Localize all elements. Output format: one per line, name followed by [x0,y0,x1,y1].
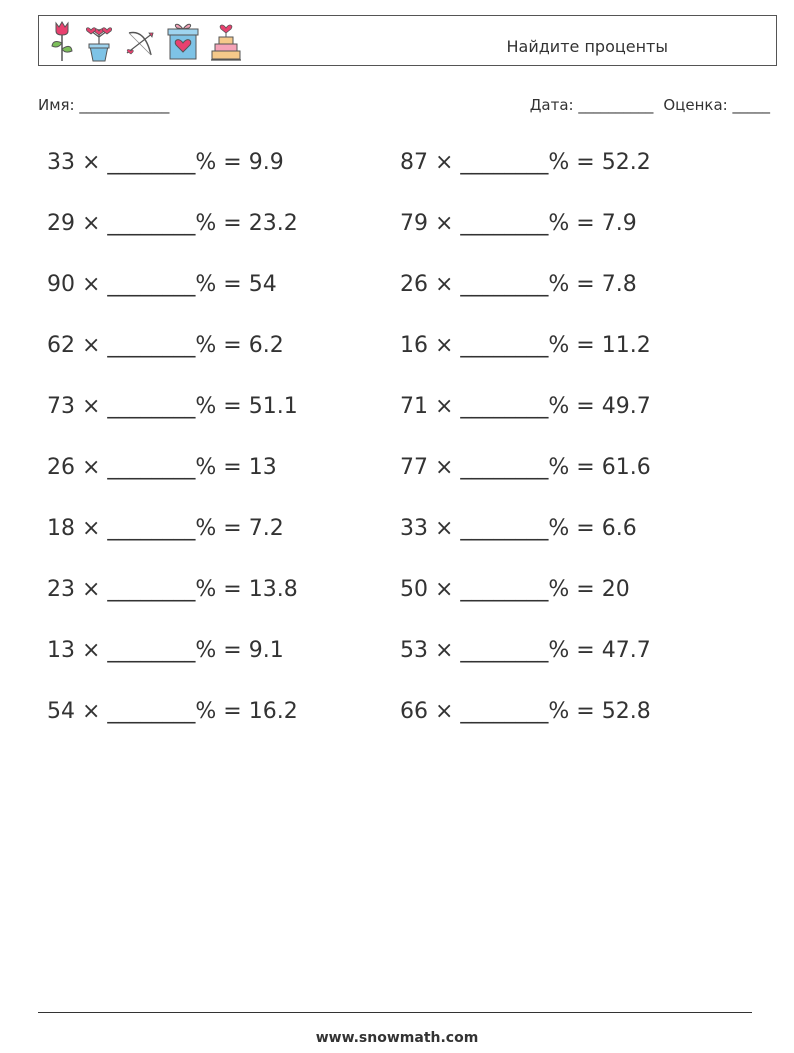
header-icons [49,19,243,63]
name-field: Имя: ____________ [38,96,170,114]
problem-item: 90 × ________% = 54 [47,272,277,297]
worksheet-header [38,15,777,66]
problem-row [47,329,767,390]
problem-item: 79 × ________% = 7.9 [400,211,637,236]
problem-item: 16 × ________% = 11.2 [400,333,651,358]
problem-item: 18 × ________% = 7.2 [47,516,284,541]
problem-row [47,207,767,268]
problem-row [47,573,767,634]
worksheet-title: Найдите проценты [506,37,668,56]
problem-item: 87 × ________% = 52.2 [400,150,651,175]
problem-item: 73 × ________% = 51.1 [47,394,298,419]
problem-item: 77 × ________% = 61.6 [400,455,651,480]
problem-row [47,451,767,512]
grade-field: Оценка: _____ [663,96,770,114]
cake-icon [209,19,243,63]
bow-and-arrow-icon [123,19,157,63]
problem-item: 26 × ________% = 13 [47,455,277,480]
problem-item: 26 × ________% = 7.8 [400,272,637,297]
problem-item: 71 × ________% = 49.7 [400,394,651,419]
problem-row [47,634,767,695]
footer-divider [38,1012,752,1013]
problem-item: 50 × ________% = 20 [400,577,630,602]
problem-row [47,146,767,207]
problem-item: 66 × ________% = 52.8 [400,699,651,724]
problem-item: 62 × ________% = 6.2 [47,333,284,358]
problem-row [47,268,767,329]
heart-flower-pot-icon [83,19,115,63]
gift-box-icon [165,19,201,63]
date-field: Дата: __________ [529,96,654,114]
problem-list [47,146,767,756]
problem-item: 33 × ________% = 9.9 [47,150,284,175]
problem-item: 13 × ________% = 9.1 [47,638,284,663]
problem-item: 54 × ________% = 16.2 [47,699,298,724]
problem-item: 23 × ________% = 13.8 [47,577,298,602]
problem-item: 33 × ________% = 6.6 [400,516,637,541]
date-grade-fields [530,96,770,114]
problem-item: 29 × ________% = 23.2 [47,211,298,236]
rose-icon [49,19,75,63]
problem-row [47,695,767,756]
problem-item: 53 × ________% = 47.7 [400,638,651,663]
problem-row [47,390,767,451]
footer-url: www.snowmath.com [315,1030,479,1046]
problem-row [47,512,767,573]
